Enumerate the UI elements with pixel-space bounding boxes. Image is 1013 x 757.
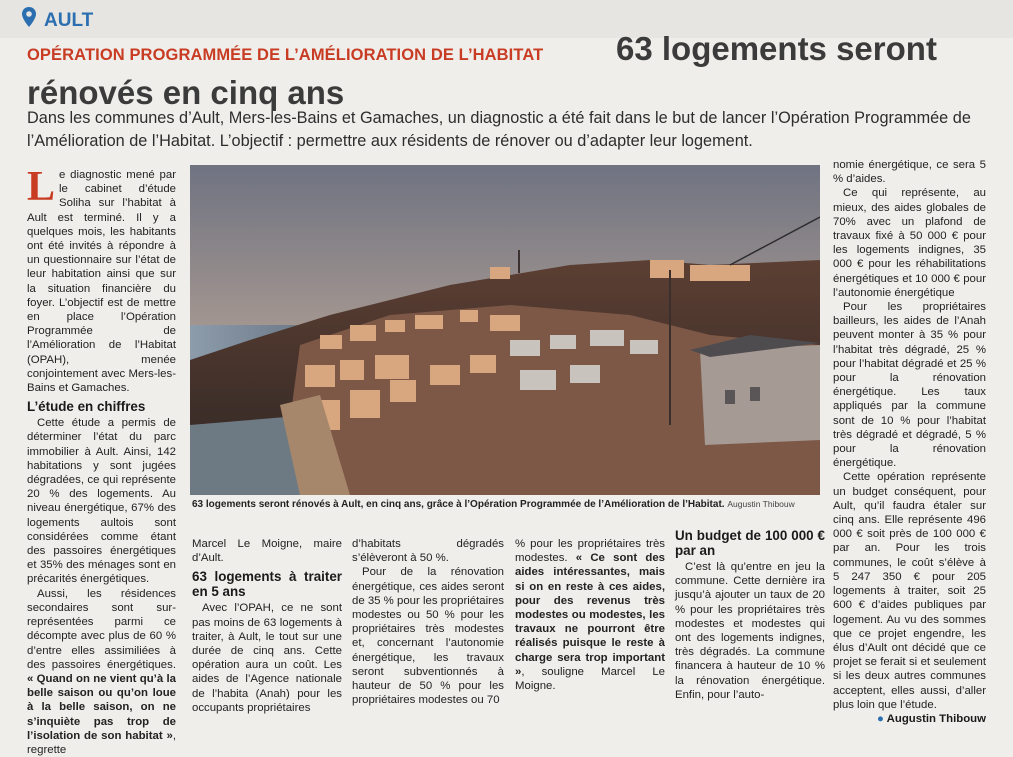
paragraph-mayor: Marcel Le Moigne, maire d’Ault. <box>192 538 342 565</box>
column-3 <box>352 537 504 707</box>
photo-credit: Augustin Thibouw <box>727 499 795 509</box>
intro-paragraph: e diagnostic mené par le cabinet d’étude Soliha sur l’habitat à Ault est terminé. Il y a quelques mois, les habitants ont été invités à répondre à un questionnaire sur l’état de leur habitation ainsi que sur la situation financière du foyer. L’objectif est de mettre en place l’Opération Programmée de l’Amélioration de l’Habitat (OPAH), menée conjointement avec Mers-les-Bains et Gamaches. <box>27 169 176 395</box>
byline <box>833 712 986 726</box>
paragraph-bailleurs: Pour les propriétaires bailleurs, les aides de l’Anah peuvent monter à 35 % pour l’habitat très dégradé, 25 % pour l’habitat dégradé et 25 % pour la rénovation énergétique. Les taux appliqués par la commune sont de 10 % pour l’habitat très dégradé et dégradé, 5 % pour la rénovation énergétique. <box>833 301 986 470</box>
column-6 <box>833 158 986 726</box>
paragraph-budget: Cette opération représente un budget conséquent, pour Ault, qu’il faudra étaler sur cinq ans. Elle représente 496 000 € soit près de 100 000 € par an. Pour les trois communes, le coût s’élève à 5 247 350 € pour 205 logements à traiter, soit 25 600 € d’aides publiques par logement. Au vu des sommes que ce projet engendre, les élus d’Ault ont décidé que ce projet se ferait si et seulement si les deux autres communes acceptent, elles aussi, d’aller plus loin que l’étude. <box>833 471 986 711</box>
paragraph-tres-modestes: % pour les propriétaires très modestes. <box>515 538 665 565</box>
column-2 <box>192 537 342 715</box>
byline-bullet-icon: ● <box>877 712 884 725</box>
headline-line-2: rénovés en cinq ans <box>27 74 345 111</box>
subhead-63-logements: 63 logements à traiter en 5 ans <box>192 569 342 600</box>
paragraph-commune: C’est là qu’entre en jeu la commune. Cette dernière ira jusqu’à ajouter un taux de 20 % pour les propriétaires très modestes et modestes qui ont des logements indignes, très dégradés. La commune financera à hauteur de 10 % la rénovation énergétique. Enfin, pour l’auto- <box>675 561 825 701</box>
subhead-budget: Un budget de 100 000 € par an <box>675 528 825 558</box>
paragraph-autonomie: nomie énergétique, ce sera 5 % d’aides. <box>833 159 986 186</box>
location-pin-icon <box>22 7 36 27</box>
column-4 <box>515 537 665 693</box>
paragraph-residences-end: , regrette <box>27 729 176 756</box>
subhead-etude: L’étude en chiffres <box>27 399 146 415</box>
quote-aides: « Ce sont des aides intéressantes, mais si on en reste à ces aides, pour des revenus très modestes ou modestes, les travaux ne pourront être réalisés puisque le reste à charge sera trop important » <box>515 552 665 678</box>
byline-name: Augustin Thibouw <box>886 712 986 725</box>
kicker: OPÉRATION PROGRAMMÉE DE L’AMÉLIORATION DE L’HABITAT <box>27 46 544 64</box>
headline-line-1: 63 logements seront <box>616 30 937 67</box>
quote-attribution: , souligne Marcel Le Moigne. <box>515 665 665 693</box>
caption-text: 63 logements seront rénovés à Ault, en cinq ans, grâce à l’Opération Programmée de l’Amélioration de l’Habitat. <box>192 499 725 510</box>
quote-mayor: « Quand on ne vient qu’à la belle saison ou qu’on loue à la belle saison, on ne s’inquiète pas trop de l’isolation de son habitat » <box>27 672 176 742</box>
column-5 <box>675 528 825 702</box>
article-photo <box>190 165 820 495</box>
paragraph-opah: Avec l’OPAH, ce ne sont pas moins de 63 logements à traiter, à Ault, le tout sur une durée de cinq ans. Cette opération aura un coût. Les aides de l’Agence nationale de l’habita (Anah) pour les occupants propriétaires <box>192 602 342 714</box>
paragraph-residences: Aussi, les résidences secondaires sont sur-représentées parmi ce décompte avec plus de 60 % d’entre elles assimiliées à des passoires énergétiques. <box>27 587 176 671</box>
column-1 <box>27 164 176 757</box>
photo-caption <box>192 499 832 510</box>
location-label: AULT <box>44 10 94 31</box>
drop-cap: L <box>27 164 56 210</box>
paragraph-degrades: d’habitats dégradés s’élèveront à 50 %. <box>352 538 504 565</box>
paragraph-renovation: Pour de la rénovation énergétique, ces aides seront de 35 % pour les propriétaires modestes ou 50 % pour les propriétaires très modestes et, concernant l’autonomie énergétique, les travaux seront subventionnés à hauteur de 50 % pour les propriétaires modestes ou 70 <box>352 566 504 707</box>
paragraph-plafond: Ce qui représente, au mieux, des aides globales de 70% avec un plafond de travaux fixé à 50 000 € pour les logements indignes, 35 000 € pour les réhabilitations énergétiques et 10 000 € pour l’autonomie énergétique <box>833 187 986 299</box>
standfirst: Dans les communes d’Ault, Mers-les-Bains et Gamaches, un diagnostic a été fait dans le but de lancer l’Opération Programmée de l’Amélioration de l’Habitat. L’objectif : permettre aux résidents de rénover ou d’adapter leur logement. <box>27 109 971 150</box>
paragraph-etude: Cette étude a permis de déterminer l’état du parc immobilier à Ault. Ainsi, 142 habitations y sont jugées dégradées, ce qui représente 20 % des logements. Au niveau énergétique, 67% des logements aultois sont considérées comme étant des passoires énergétiques et 35% des ménages sont en précarités énergétiques. <box>27 417 176 586</box>
